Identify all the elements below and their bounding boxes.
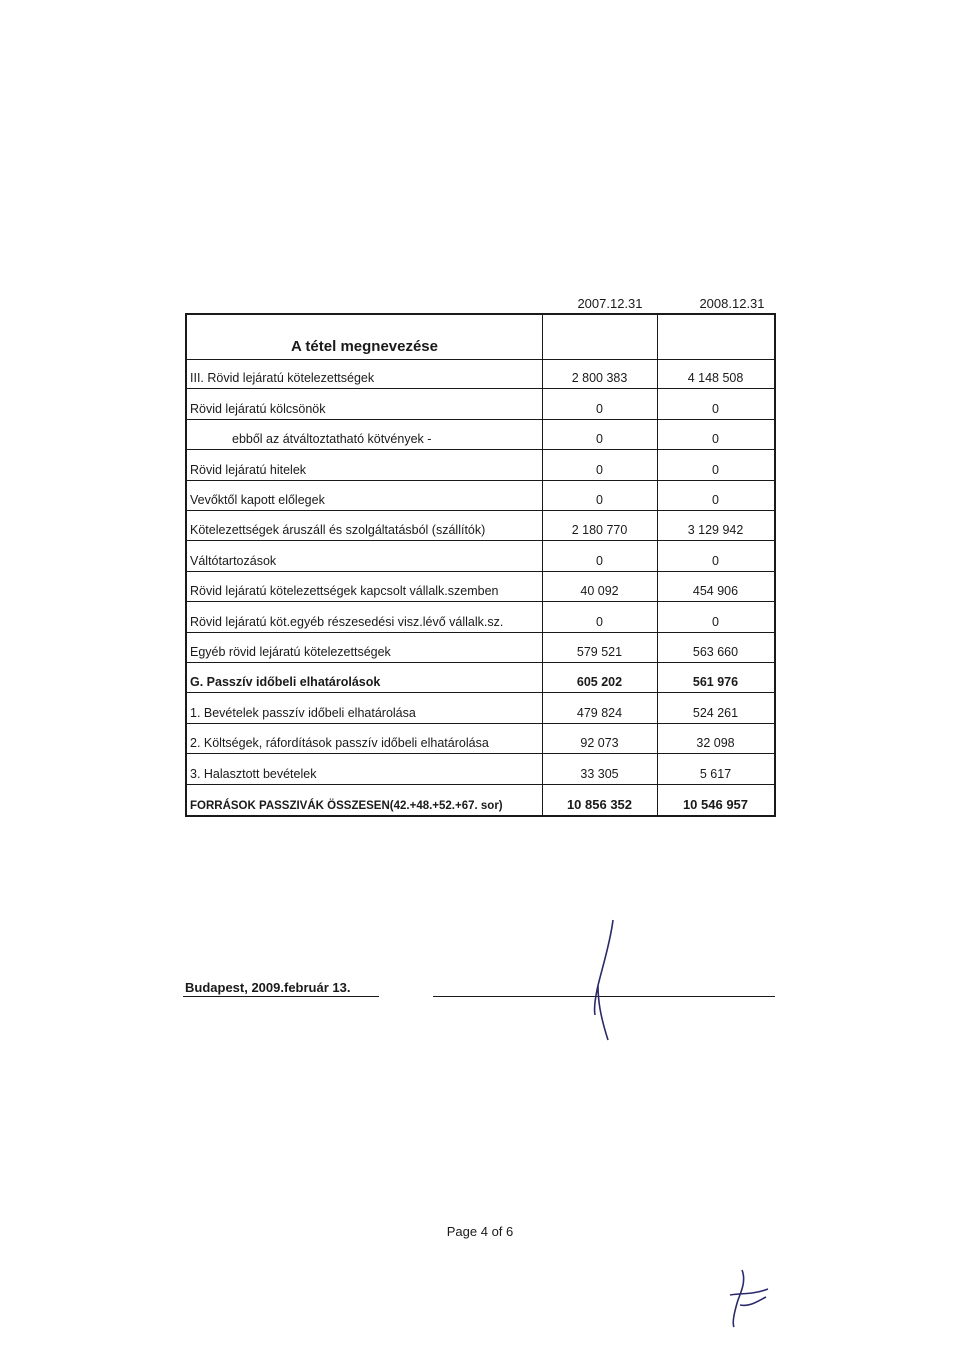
value-2007: 2 800 383 [571, 371, 628, 386]
value-2008: 5 617 [699, 766, 732, 781]
row-label: III. Rövid lejáratú kötelezettségek [190, 371, 375, 386]
table-row [187, 359, 774, 389]
value-2008: 561 976 [692, 675, 739, 690]
row-label: Rövid lejáratú köt.egyéb részesedési visz.lévő vállalk.sz. [190, 614, 504, 629]
value-2007: 605 202 [576, 675, 623, 690]
row-label: Váltótartozások [190, 553, 277, 568]
value-2008: 0 [712, 462, 719, 477]
row-label: Rövid lejáratú kötelezettségek kapcsolt vállalk.szemben [190, 584, 499, 599]
row-label: Egyéb rövid lejáratú kötelezettségek [190, 644, 391, 659]
value-2008: 0 [712, 553, 719, 568]
value-2007: 0 [596, 462, 603, 477]
row-label: FORRÁSOK PASSZIVÁK ÖSSZESEN(42.+48.+52.+67. sor) [190, 799, 503, 812]
value-2007: 579 521 [576, 644, 623, 659]
table-row [187, 724, 774, 754]
value-2008: 4 148 508 [687, 371, 744, 386]
value-2007: 2 180 770 [571, 523, 628, 538]
value-2007: 479 824 [576, 705, 623, 720]
signature-mark [580, 915, 640, 1055]
table-row [187, 389, 774, 419]
initials-mark [720, 1265, 780, 1335]
value-2008: 0 [712, 432, 719, 447]
row-label: 3. Halasztott bevételek [190, 766, 317, 781]
value-2007: 40 092 [580, 584, 619, 599]
row-label: 1. Bevételek passzív időbeli elhatárolása [190, 705, 416, 720]
value-2008: 563 660 [692, 644, 739, 659]
column-header-2008: 2008.12.31 [699, 296, 765, 311]
balance-sheet-table [185, 313, 776, 817]
value-2007: 0 [596, 432, 603, 447]
date-underline [183, 996, 379, 997]
value-2008: 32 098 [696, 736, 735, 751]
table-row [187, 693, 774, 723]
table-row [187, 450, 774, 480]
table-row [187, 420, 774, 450]
row-label: ebből az átváltoztatható kötvények - [232, 432, 432, 447]
value-2008: 0 [712, 492, 719, 507]
row-label: 2. Költségek, ráfordítások passzív időbeli elhatárolása [190, 736, 489, 751]
row-label: G. Passzív időbeli elhatárolások [190, 675, 381, 690]
table-title: A tétel megnevezése [290, 338, 438, 355]
value-2008: 3 129 942 [687, 523, 744, 538]
value-2007: 92 073 [580, 736, 619, 751]
table-row [187, 481, 774, 511]
table-row [187, 572, 774, 602]
value-2007: 10 856 352 [566, 796, 633, 812]
row-label: Rövid lejáratú hitelek [190, 462, 307, 477]
value-2007: 0 [596, 614, 603, 629]
table-row [187, 541, 774, 571]
row-label: Kötelezettségek áruszáll és szolgáltatásból (szállítók) [190, 523, 486, 538]
row-label: Vevőktől kapott előlegek [190, 492, 325, 507]
table-row [187, 602, 774, 632]
value-2008: 0 [712, 614, 719, 629]
table-row [187, 663, 774, 693]
table-row [187, 511, 774, 541]
value-2008: 10 546 957 [682, 796, 749, 812]
value-2008: 0 [712, 401, 719, 416]
page-number: Page 4 of 6 [446, 1224, 514, 1239]
table-row [187, 633, 774, 663]
value-2007: 33 305 [580, 766, 619, 781]
table-row [187, 754, 774, 784]
place-date: Budapest, 2009.február 13. [185, 980, 351, 995]
table-row [187, 785, 774, 815]
row-label: Rövid lejáratú kölcsönök [190, 401, 326, 416]
value-2008: 454 906 [692, 584, 739, 599]
value-2007: 0 [596, 492, 603, 507]
value-2007: 0 [596, 401, 603, 416]
value-2007: 0 [596, 553, 603, 568]
column-header-2007: 2007.12.31 [577, 296, 643, 311]
value-2008: 524 261 [692, 705, 739, 720]
